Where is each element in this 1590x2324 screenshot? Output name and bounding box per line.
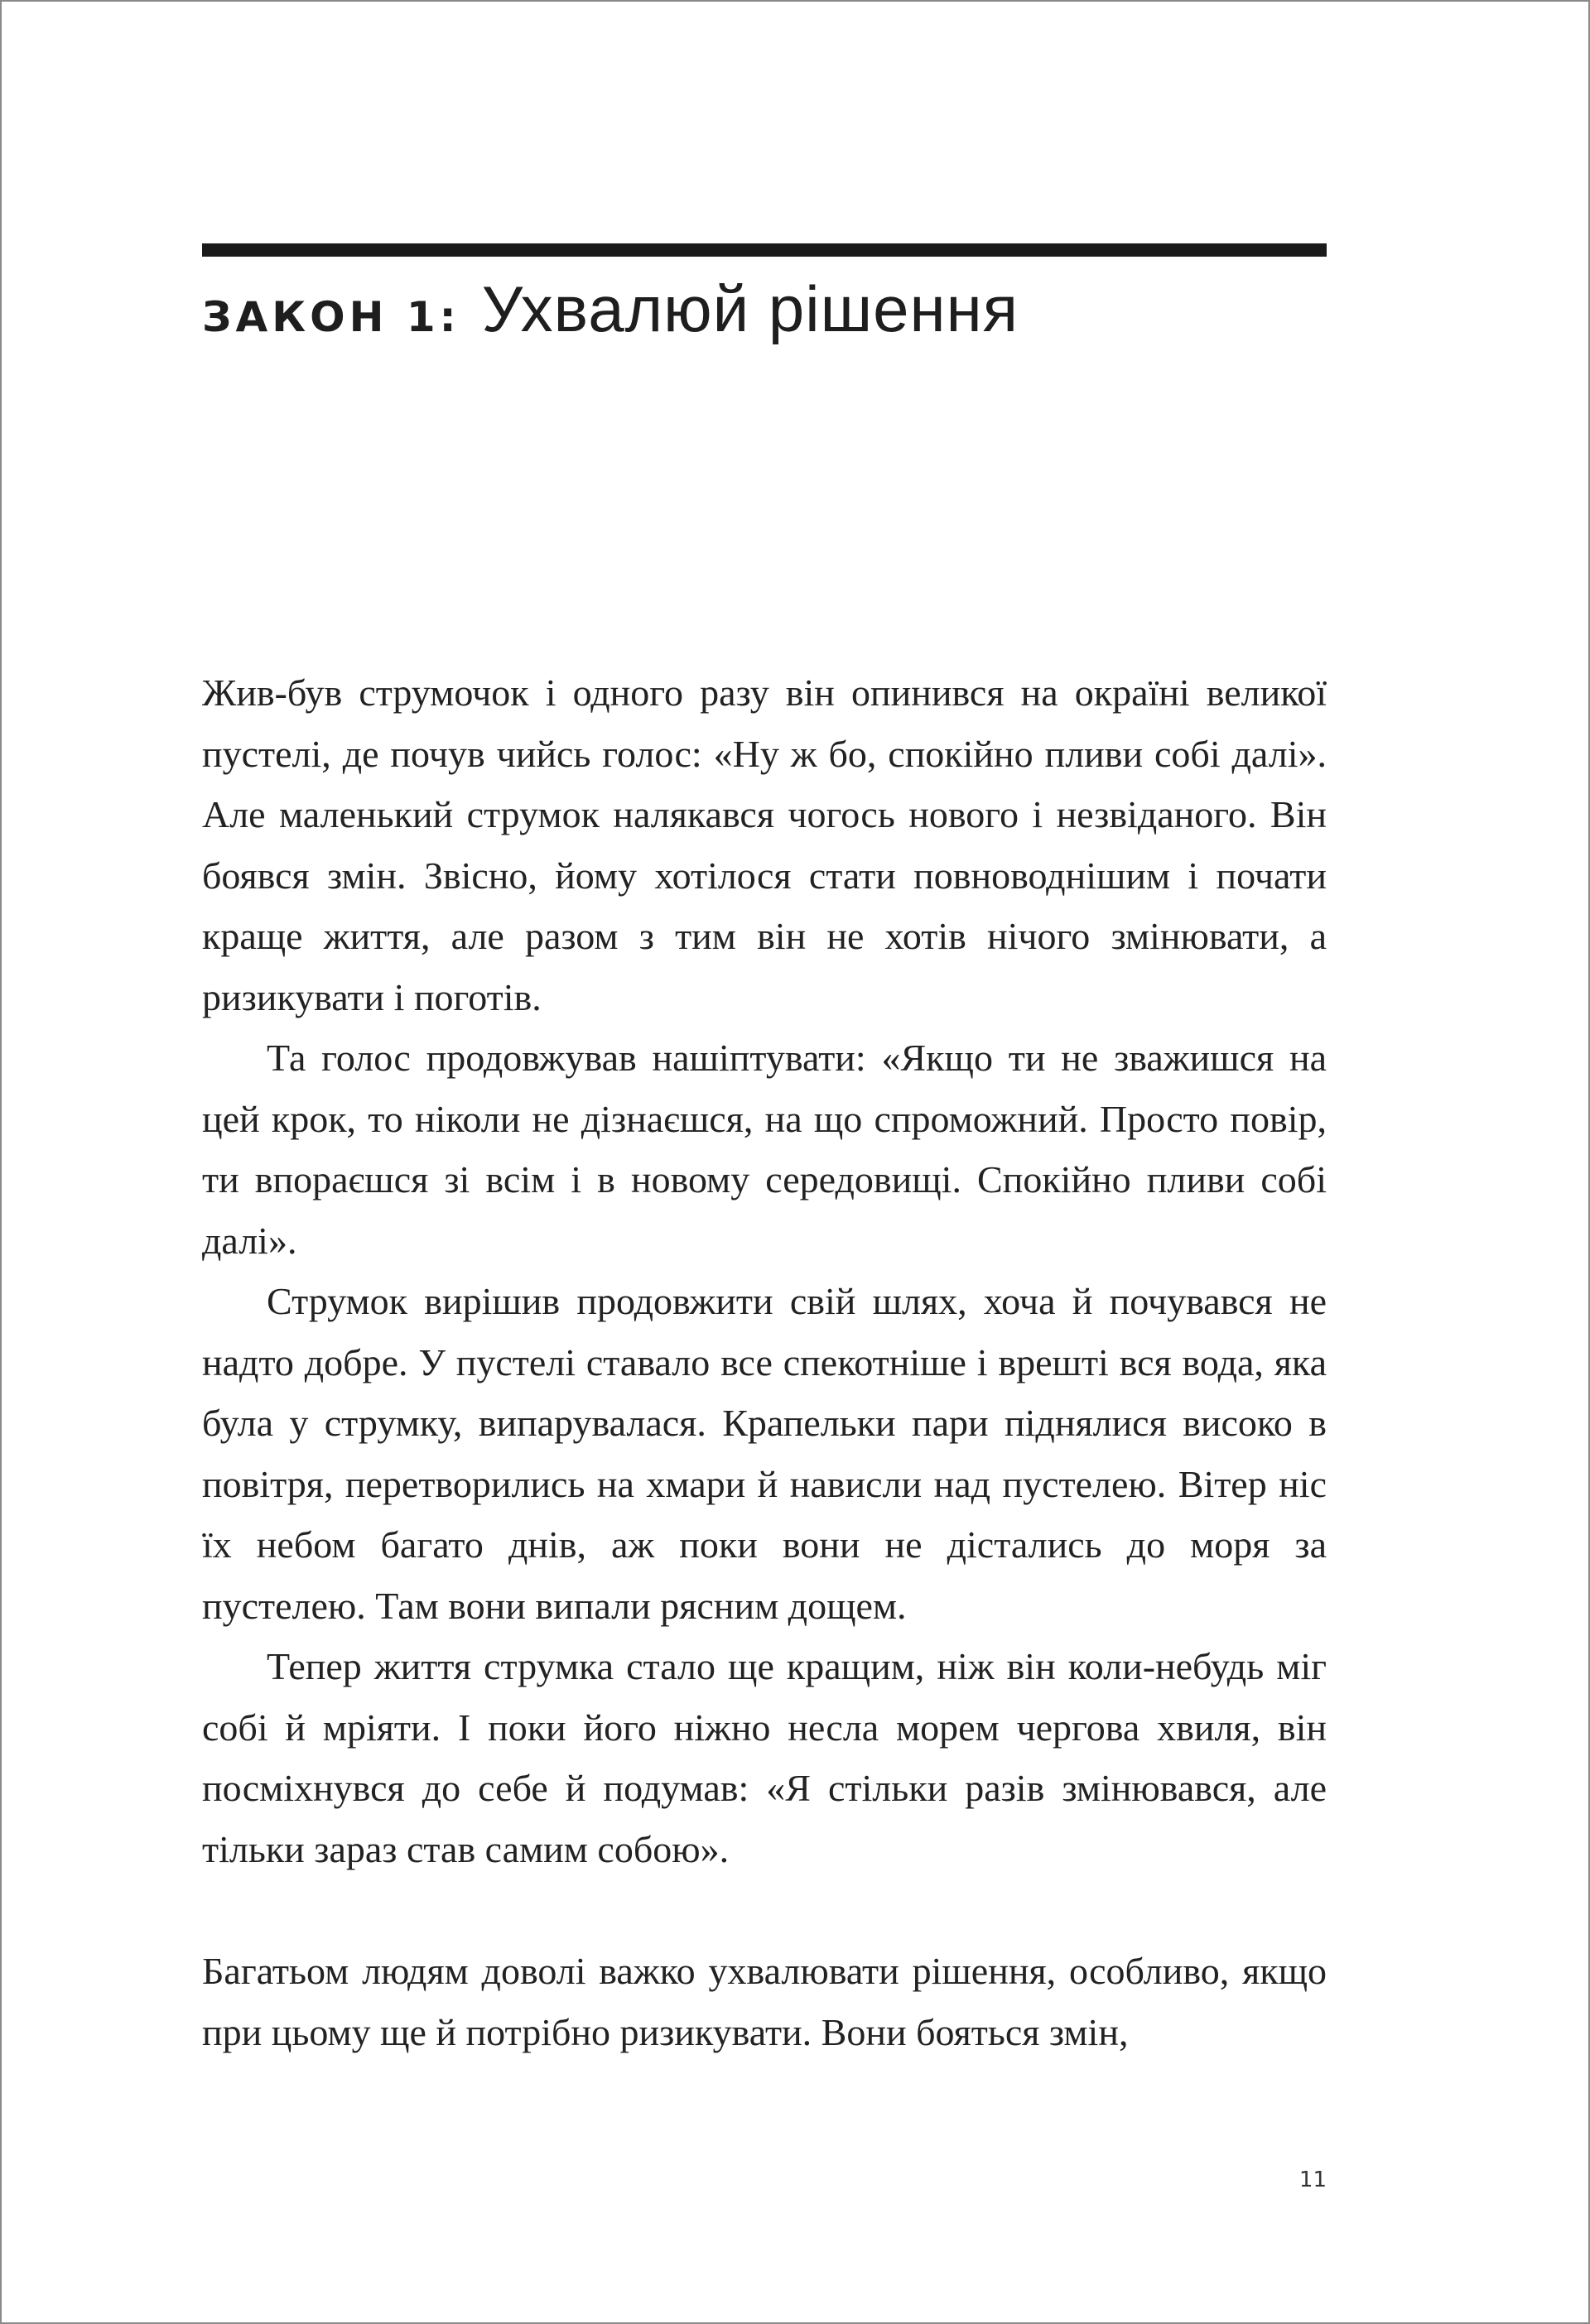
page-number: 11 (1298, 2168, 1327, 2192)
paragraph-2: Та голос продовжував нашіптувати: «Якщо ти не зважишся на цей крок, то ніколи не дізнаєшся, на що спроможний. Просто повір, ти впораєшся зі всім і в новому середовищі. Спокійно пливи собі далі». (202, 1037, 1327, 1262)
law-label: ЗАКОН 1: (202, 293, 460, 341)
chapter-heading (202, 272, 1361, 363)
body-text (202, 662, 1327, 2062)
paragraph-3: Струмок вирішив продовжити свій шлях, хоча й почувався не надто добре. У пустелі ставало все спекотніше і врешті вся вода, яка була у струмку, випарувалася. Крапельки пари піднялися високо в повітря, перетворились на хмари й нависли над пустелею. Вітер ніс їх небом багато днів, аж поки вони не дістались до моря за пустелею. Там вони випали рясним дощем. (202, 1280, 1327, 1627)
paragraph-5: Багатьом людям доволі важко ухвалювати рішення, особливо, якщо при цьому ще й потрібно ризикувати. Вони бояться змін, (202, 1950, 1327, 2053)
chapter-top-rule (202, 243, 1327, 257)
paragraph-1: Жив-був струмочок і одного разу він опинився на окраїні великої пустелі, де почув чийсь голос: «Ну ж бо, спокійно пливи собі далі». Але маленький струмок налякався чогось нового і незвіданого. Він боявся змін. Звісно, йому хотілося стати повноводнішим і почати краще життя, але разом з тим він не хотів нічого змінювати, а ризикувати і поготів. (202, 671, 1327, 1018)
chapter-title: Ухвалюй рішення (481, 272, 1019, 345)
paragraph-4: Тепер життя струмка стало ще кращим, ніж він коли-небудь міг собі й мріяти. І поки його ніжно несла морем чергова хвиля, він посміхнувся до себе й подумав: «Я стільки разів змінювався, але тільки зараз став самим собою». (202, 1645, 1327, 1870)
